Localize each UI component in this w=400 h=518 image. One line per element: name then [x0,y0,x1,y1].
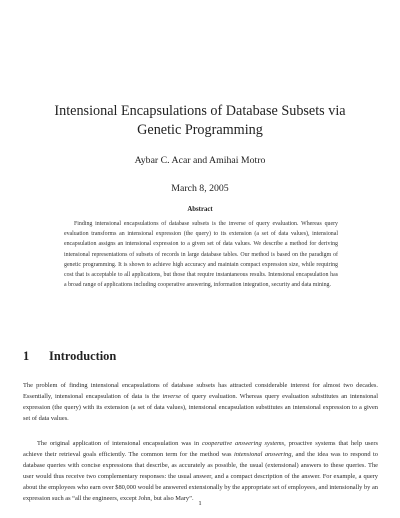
para1-text-a: The problem of finding intensional encapsulations of database subsets has attracted considerable interest for almost two decades. Essentially, intensional encapsulation of data is the [23,382,378,400]
abstract-heading: Abstract [187,206,213,213]
section-title: Introduction [49,349,117,363]
section-number: 1 [23,349,30,363]
page-number: 1 [198,500,202,507]
date: March 8, 2005 [171,183,229,194]
intro-paragraph-1 [23,380,378,424]
para1-italic-inverse: inverse [162,393,181,400]
intro-paragraph-2 [23,438,378,504]
para2-text-b: , proactive systems that help users achieve their retrieval goals efficiently. The common term for the method was [23,440,378,458]
para1-text-b: of query evaluation. Whereas query evaluation substitutes an intensional expression (the query) with its extension (a set of data values), intensional encapsulation substitutes an intensional expression to a given set of data values. [23,393,378,422]
title-line-2: Genetic Programming [137,122,263,138]
abstract-text: Finding intensional encapsulations of database subsets is the inverse of query evaluation. Whereas query evaluation transforms an intensional expression (the query) to its extension (a set of data values), intensional encapsulation assigns an intensional expression to a given set of data values. We describe a method for deriving intensional representations of subsets of records in large database tables. Our method is based on the paradigm of genetic programming. It is shown to achieve high accuracy and maintain compact expression size, while requiring cost that is acceptable to all applications, but those that require instantaneous results. Intensional encapsulation has a broad range of applications including cooperative answering, information integration, security and data mining. [64,221,338,289]
para2-text-c: , and the idea was to respond to database queries with concise expressions that describe, as accurately as possible, the usual (extensional) answers to these queries. The user would thus receive two complementary responses: the usual answer, and a compact description of the answer. For example, a query about the employees who earn over $80,000 would be answered extensionally by the appropriate set of employees, and intensionally by an expression such as “all the engineers, except John, but also Mary”. [23,451,378,502]
para2-italic-intensional: intensional answering [233,451,292,458]
authors: Aybar C. Acar and Amihai Motro [134,155,266,166]
para2-italic-cooperative: cooperative answering systems [201,440,285,447]
section-heading [23,349,363,364]
para2-text-a: The original application of intensional encapsulation was in [37,440,202,447]
title-line-1: Intensional Encapsulations of Database Subsets via [54,103,346,119]
